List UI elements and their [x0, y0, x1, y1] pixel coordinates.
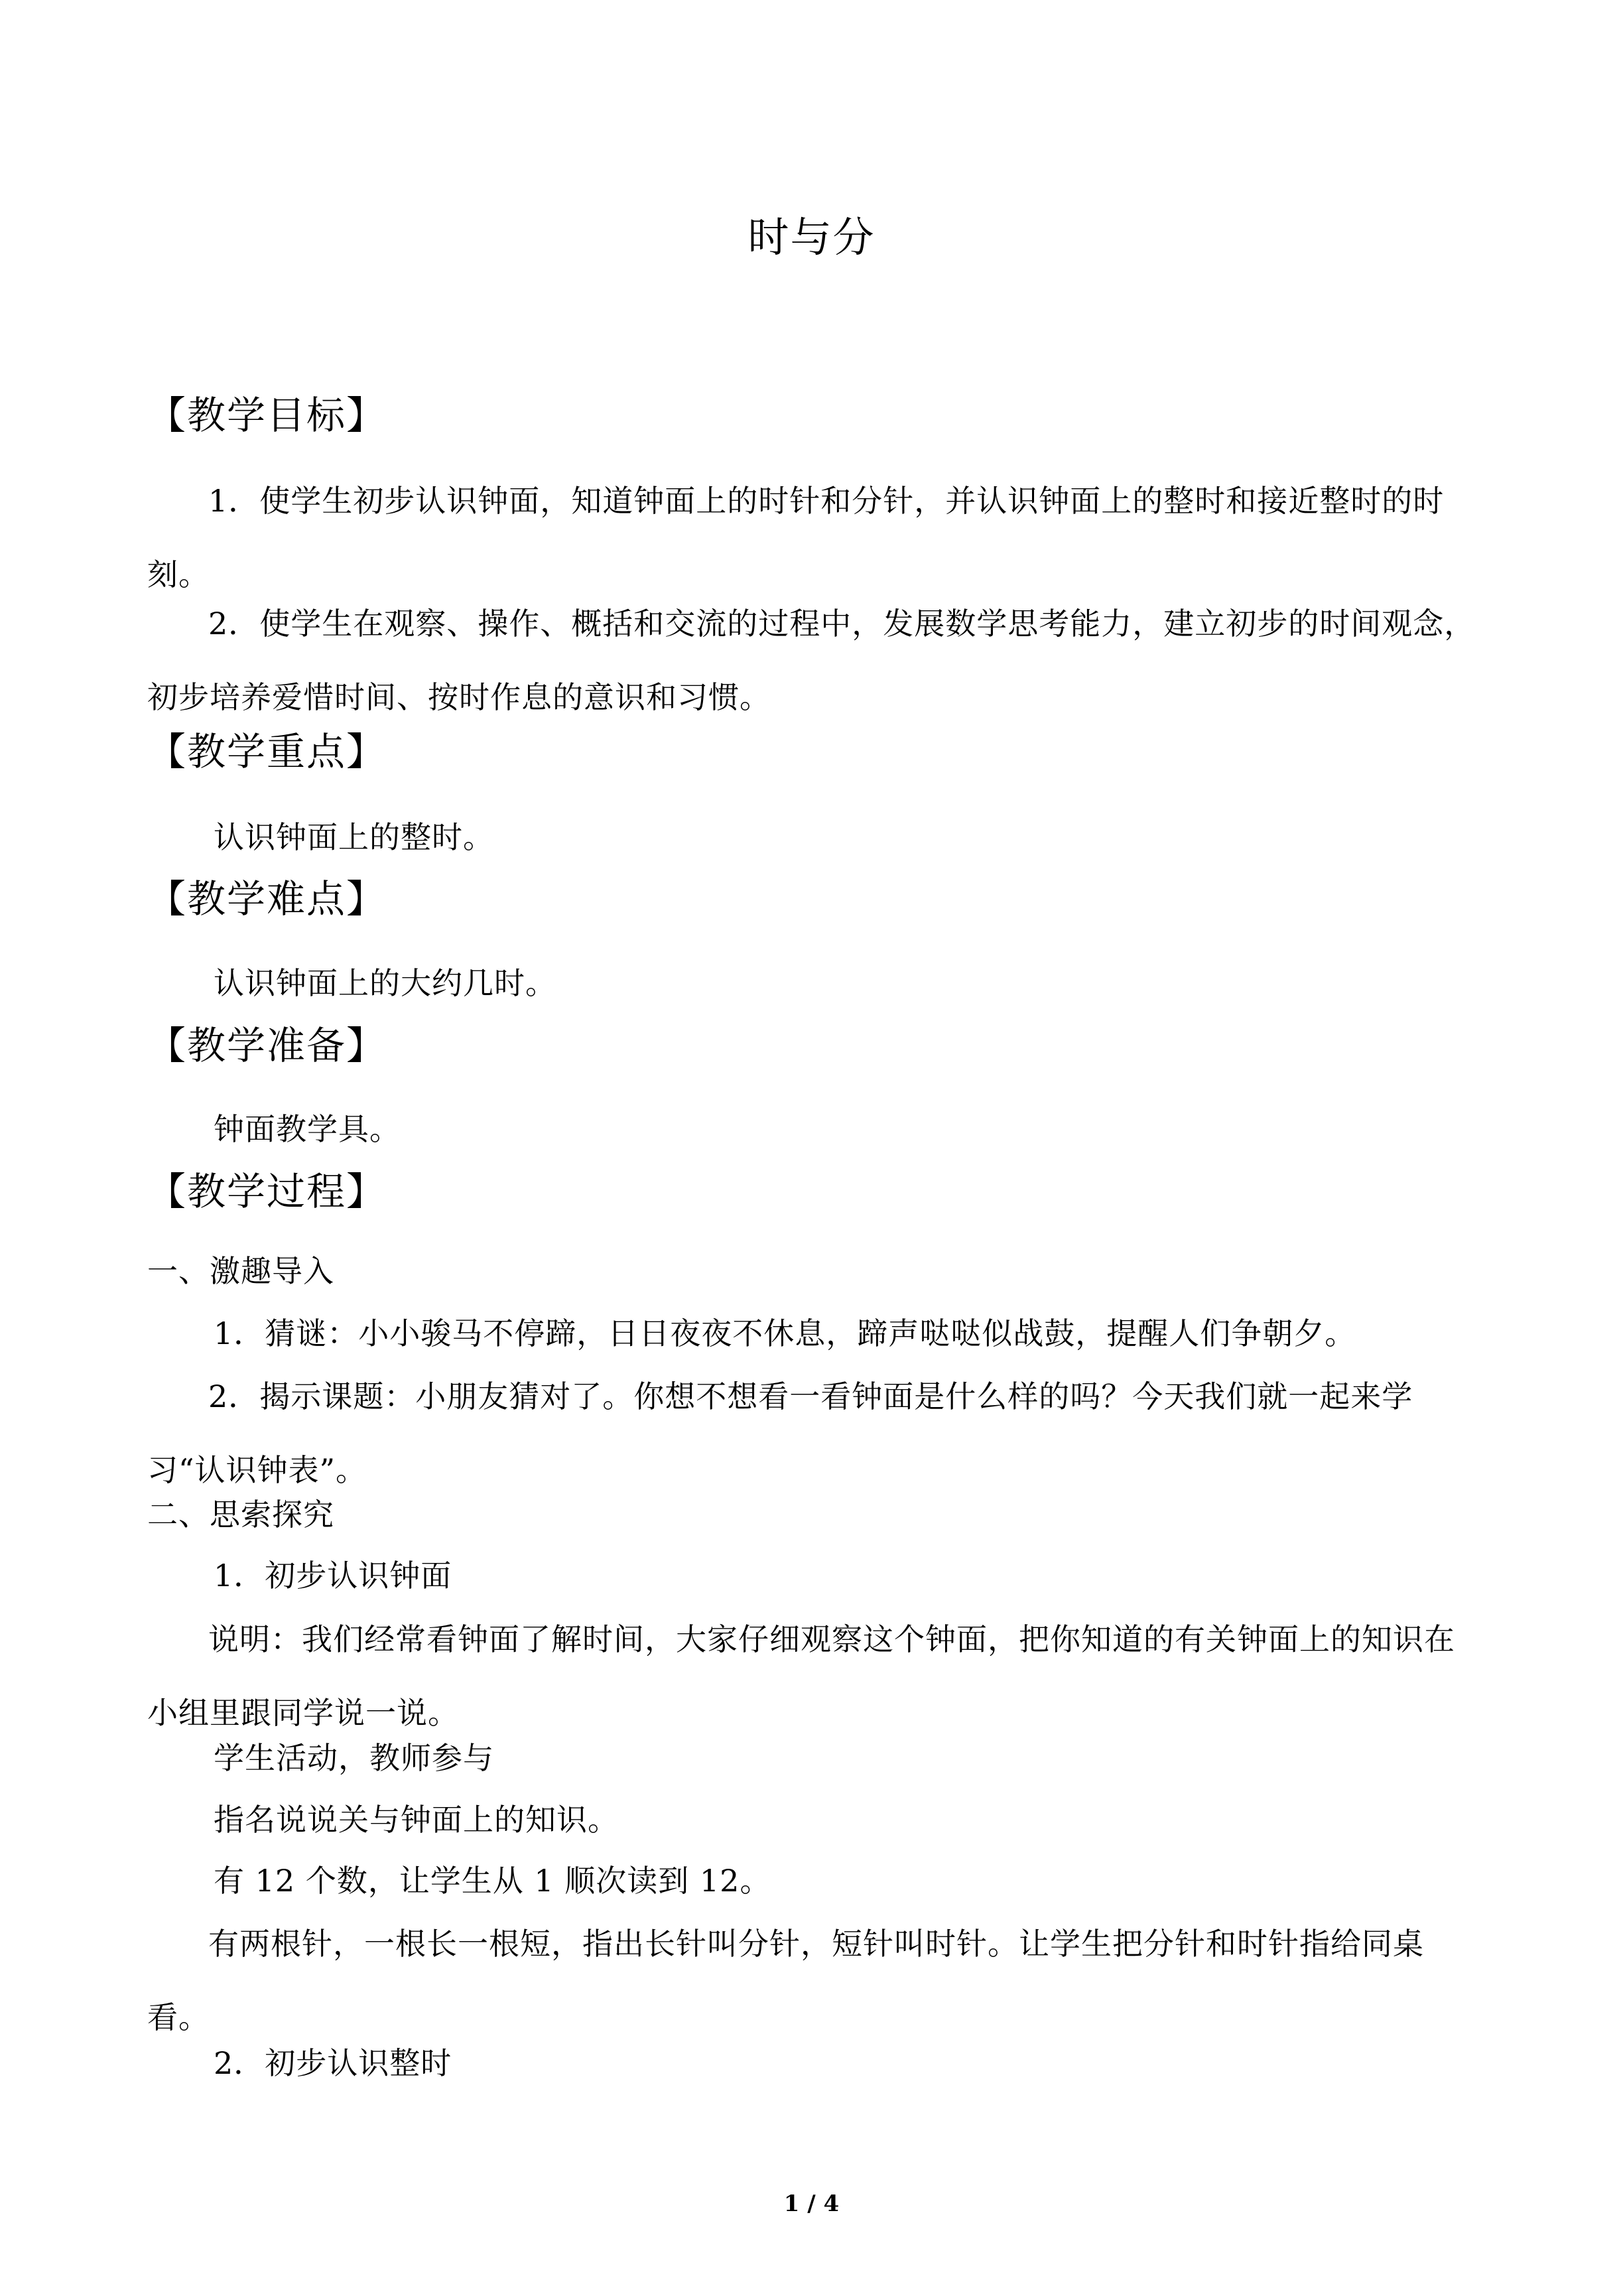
process-part2-numbers: 有 12 个数，让学生从 1 顺次读到 12。 [214, 1863, 771, 1899]
process-part2-name: 指名说说关与钟面上的知识。 [214, 1802, 619, 1838]
heading-key-point: 【教学重点】 [147, 729, 387, 774]
key-point-text: 认识钟面上的整时。 [214, 819, 494, 855]
heading-difficulty: 【教学难点】 [147, 876, 387, 921]
process-part2-hands: 有两根针，一根长一根短，指出长针叫分针，短针叫时针。让学生把分针和时针指给同桌看。 [147, 1926, 1424, 2035]
objective-item-1: 1．使学生初步认识钟面，知道钟面上的时针和分针，并认识钟面上的整时和接近整时的时刻。 [147, 483, 1445, 592]
process-part1-item1: 1．猜谜：小小骏马不停蹄，日日夜夜不休息，蹄声哒哒似战鼓，提醒人们争朝夕。 [214, 1316, 1356, 1351]
difficulty-text: 认识钟面上的大约几时。 [214, 965, 556, 1001]
page-number: 1 / 4 [783, 2191, 840, 2217]
objective-item-2: 2．使学生在观察、操作、概括和交流的过程中，发展数学思考能力，建立初步的时间观念，初步培养爱惜时间、按时作息的意识和习惯。 [147, 606, 1476, 715]
heading-objectives: 【教学目标】 [147, 393, 387, 438]
preparation-text: 钟面教学具。 [214, 1111, 401, 1147]
process-part1-title: 一、激趣导入 [147, 1253, 334, 1289]
process-part2-explain: 说明：我们经常看钟面了解时间，大家仔细观察这个钟面，把你知道的有关钟面上的知识在小组里跟同学说一说。 [147, 1621, 1455, 1731]
process-part1-item2: 2．揭示课题：小朋友猜对了。你想不想看一看钟面是什么样的吗？今天我们就一起来学习“认识钟表”。 [147, 1379, 1413, 1488]
process-part2-sub2: 2．初步认识整时 [214, 2045, 452, 2081]
heading-preparation: 【教学准备】 [147, 1023, 387, 1068]
document-title: 时与分 [747, 213, 876, 261]
heading-process: 【教学过程】 [147, 1169, 387, 1214]
process-part2-title: 二、思索探究 [147, 1497, 334, 1532]
process-part2-activity: 学生活动，教师参与 [214, 1740, 494, 1776]
process-part2-sub1: 1．初步认识钟面 [214, 1558, 452, 1593]
